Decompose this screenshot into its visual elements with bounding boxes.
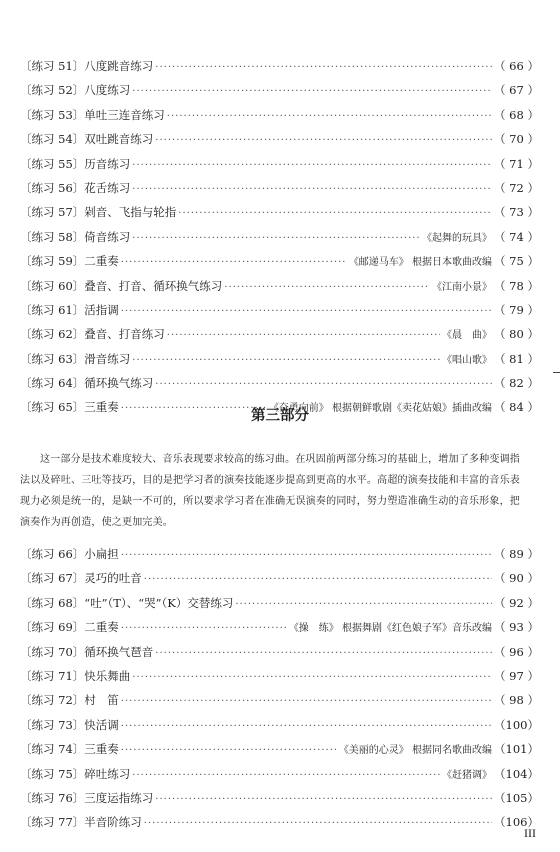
toc-entry-page: （ 68 ） — [494, 107, 539, 122]
toc-entry-note: 《邮递马车》 根据日本歌曲改编 — [348, 257, 492, 269]
dot-leader — [121, 306, 492, 317]
toc-entry[interactable] — [20, 131, 539, 155]
toc-entry-page: （ 82 ） — [494, 376, 539, 391]
toc-entry[interactable] — [20, 741, 539, 765]
toc-entry-page: （ 89 ） — [494, 547, 539, 561]
toc-entry-note: 《赶猪调》 — [442, 769, 492, 781]
toc-entry-page: （ 78 ） — [494, 278, 539, 293]
toc-entry-label: 〔练习 52〕八度练习 — [20, 83, 131, 98]
toc-entry[interactable] — [20, 180, 539, 204]
toc-entry[interactable] — [20, 351, 539, 375]
toc-entry-page: （100） — [494, 717, 539, 732]
toc-entry-note: 《起舞的玩具》 — [422, 232, 492, 244]
dot-leader — [178, 208, 492, 219]
dot-leader — [155, 62, 492, 73]
toc-entry-page: （ 96 ） — [494, 644, 539, 659]
toc-entry[interactable] — [20, 814, 539, 838]
toc-entry-note: 《奋勇向前》 根据朝鲜歌剧《卖花姑娘》插曲改编 — [268, 403, 492, 415]
dot-leader — [224, 282, 430, 293]
dot-leader — [167, 330, 440, 341]
section-intro: 这一部分是技术难度较大、音乐表现要求较高的练习曲。在巩固前两部分练习的基础上，增加了多种变调指法以及碎吐、三吐等技巧，目的是把学习者的演奏技能逐步提高到更高的水平。高超的演奏技能和丰富的音乐表现力必须是统一的，是缺一不可的，所以要求学习者在准确无误演奏的同时，努力塑造准确生动的音乐形象，把演奏作为再创造，使之更加完美。 — [20, 454, 520, 528]
toc-list-part-one — [20, 58, 539, 424]
toc-entry-note: 《美丽的心灵》 根据同名歌曲改编 — [338, 745, 492, 757]
toc-entry-label: 〔练习 51〕八度跳音练习 — [20, 59, 154, 73]
toc-entry[interactable] — [20, 595, 539, 619]
toc-entry-page: （ 90 ） — [494, 571, 539, 586]
toc-entry[interactable] — [20, 644, 539, 668]
toc-entry-page: （ 81 ） — [494, 351, 539, 366]
dot-leader — [132, 86, 492, 97]
dot-leader — [155, 135, 492, 146]
toc-entry-page: （101） — [494, 742, 539, 757]
toc-entry-page: （ 97 ） — [494, 668, 539, 683]
dot-leader — [167, 111, 492, 122]
toc-entry-label: 〔练习 72〕村 笛 — [20, 693, 119, 708]
toc-entry[interactable] — [20, 375, 539, 399]
dot-leader — [132, 672, 492, 683]
toc-entry[interactable] — [20, 253, 539, 277]
toc-entry-page: （ 92 ） — [494, 595, 539, 610]
dot-leader — [121, 696, 492, 707]
toc-entry-label: 〔练习 69〕二重奏 — [20, 620, 119, 635]
dot-leader — [144, 574, 492, 585]
toc-entry-label: 〔练习 70〕循环换气琶音 — [20, 644, 154, 659]
toc-entry-page: （ 72 ） — [494, 180, 539, 195]
toc-entry-label: 〔练习 57〕剁音、飞指与轮指 — [20, 205, 177, 220]
toc-entry[interactable] — [20, 204, 539, 228]
toc-entry-label: 〔练习 58〕倚音练习 — [20, 229, 131, 244]
toc-entry-label: 〔练习 73〕快活调 — [20, 717, 119, 732]
toc-entry-page: （ 75 ） — [494, 254, 539, 269]
dot-leader — [144, 818, 492, 829]
toc-entry-page: （104） — [494, 766, 539, 781]
toc-entry-page: （ 71 ） — [494, 156, 539, 171]
toc-entry[interactable] — [20, 790, 539, 814]
toc-entry-page: （ 73 ） — [494, 205, 539, 220]
toc-entry-page: （105） — [494, 790, 539, 805]
dot-leader — [121, 550, 492, 561]
toc-entry-label: 〔练习 61〕活指调 — [20, 302, 119, 317]
toc-entry[interactable] — [20, 156, 539, 180]
toc-entry-page: （ 66 ） — [494, 59, 539, 73]
toc-entry-label: 〔练习 71〕快乐舞曲 — [20, 668, 131, 683]
dot-leader — [121, 257, 347, 268]
toc-entry[interactable] — [20, 570, 539, 594]
toc-entry-page: （ 79 ） — [494, 302, 539, 317]
toc-entry[interactable] — [20, 229, 539, 253]
toc-entry-label: 〔练习 59〕二重奏 — [20, 254, 119, 269]
dot-leader — [121, 623, 287, 634]
page-number: III — [524, 826, 536, 840]
toc-entry-page: （106） — [494, 815, 539, 830]
toc-entry-label: 〔练习 66〕小扁担 — [20, 547, 119, 561]
edge-mark — [553, 372, 560, 373]
toc-entry-label: 〔练习 64〕循环换气练习 — [20, 376, 154, 391]
toc-entry-page: （ 93 ） — [494, 620, 539, 635]
dot-leader — [235, 599, 492, 610]
toc-list-part-three — [20, 546, 539, 839]
toc-entry[interactable] — [20, 668, 539, 692]
toc-entry[interactable] — [20, 619, 539, 643]
toc-entry[interactable] — [20, 278, 539, 302]
toc-entry[interactable] — [20, 766, 539, 790]
toc-entry-page: （ 74 ） — [494, 229, 539, 244]
toc-entry-label: 〔练习 67〕灵巧的吐音 — [20, 571, 142, 586]
dot-leader — [132, 770, 440, 781]
toc-entry-page: （ 67 ） — [494, 83, 539, 98]
toc-entry-note: 《江南小景》 — [432, 281, 492, 293]
dot-leader — [155, 379, 492, 390]
dot-leader — [132, 184, 492, 195]
toc-entry-page: （ 70 ） — [494, 132, 539, 147]
dot-leader — [132, 233, 420, 244]
toc-entry-note: 《晨 曲》 — [442, 330, 492, 342]
toc-entry-page: （ 98 ） — [494, 693, 539, 708]
dot-leader — [132, 355, 440, 366]
toc-entry-label: 〔练习 77〕半音阶练习 — [20, 815, 142, 830]
toc-entry-label: 〔练习 62〕叠音、打音练习 — [20, 327, 165, 342]
toc-entry[interactable] — [20, 717, 539, 741]
dot-leader — [132, 160, 492, 171]
dot-leader — [155, 794, 492, 805]
section-title: 第三部分 — [251, 408, 309, 424]
toc-entry-label: 〔练习 54〕双吐跳音练习 — [20, 132, 154, 147]
toc-entry[interactable] — [20, 326, 539, 350]
toc-entry-page: （ 80 ） — [494, 327, 539, 342]
toc-entry[interactable] — [20, 546, 539, 570]
toc-entry-note: 《操 练》 根据舞剧《红色娘子军》音乐改编 — [288, 623, 492, 635]
dot-leader — [121, 721, 492, 732]
toc-entry[interactable] — [20, 58, 539, 82]
dot-leader — [155, 648, 492, 659]
toc-entry-label: 〔练习 56〕花舌练习 — [20, 180, 131, 195]
toc-entry-label: 〔练习 65〕三重奏 — [20, 400, 119, 415]
toc-entry-label: 〔练习 74〕三重奏 — [20, 742, 119, 757]
toc-entry-label: 〔练习 76〕三度运指练习 — [20, 790, 154, 805]
toc-entry[interactable] — [20, 82, 539, 106]
toc-entry[interactable] — [20, 107, 539, 131]
toc-entry-label: 〔练习 63〕滑音练习 — [20, 351, 131, 366]
toc-entry-label: 〔练习 53〕单吐三连音练习 — [20, 107, 165, 122]
toc-entry-label: 〔练习 68〕“吐”（T）、“哭”（K）交替练习 — [20, 595, 234, 610]
toc-entry-label: 〔练习 60〕叠音、打音、循环换气练习 — [20, 278, 223, 293]
toc-entry[interactable] — [20, 302, 539, 326]
toc-entry-note: 《唱山歌》 — [442, 354, 492, 366]
toc-entry-label: 〔练习 55〕历音练习 — [20, 156, 131, 171]
dot-leader — [121, 745, 337, 756]
toc-entry-label: 〔练习 75〕碎吐练习 — [20, 766, 131, 781]
toc-entry[interactable] — [20, 692, 539, 716]
toc-entry-page: （ 84 ） — [494, 400, 539, 415]
